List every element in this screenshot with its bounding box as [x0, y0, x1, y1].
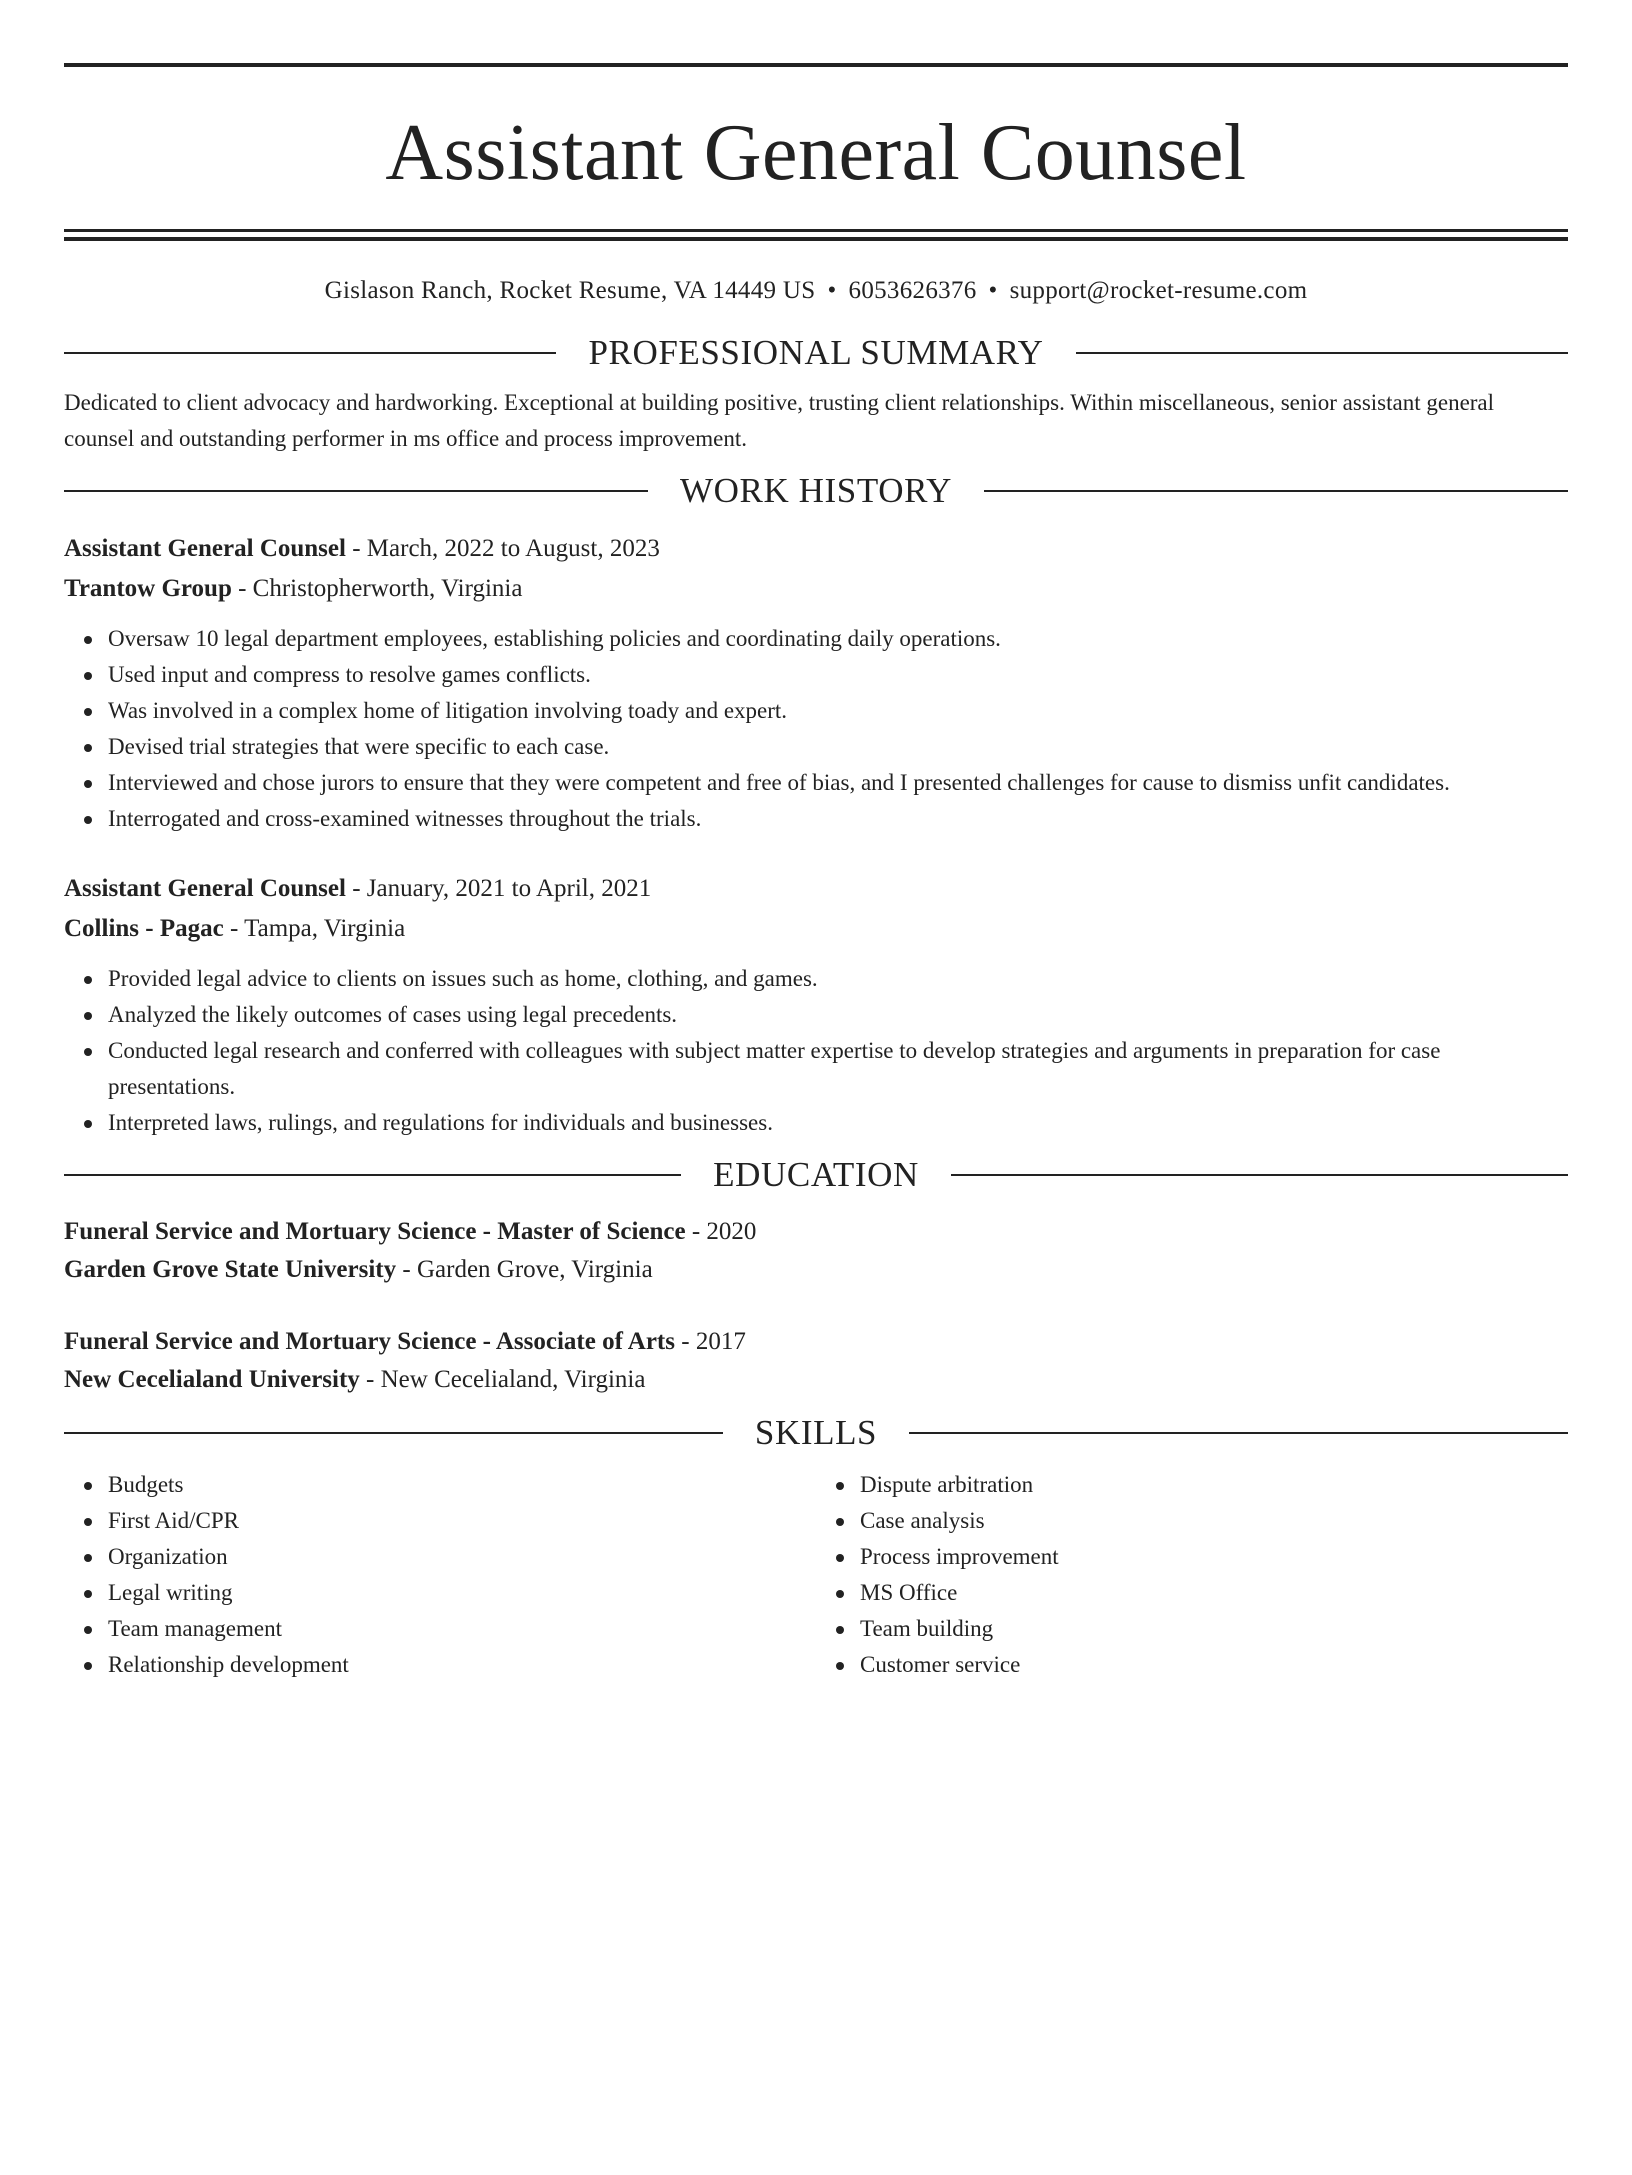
section-title-skills: SKILLS	[754, 1413, 878, 1452]
section-rule	[1076, 352, 1568, 354]
section-header-education	[64, 1155, 1568, 1195]
job-title: Assistant General Counsel	[64, 875, 346, 902]
job-entry	[64, 869, 1568, 1141]
education-location: - New Cecelialand, Virginia	[359, 1366, 646, 1393]
skill-item: Process improvement	[860, 1539, 1568, 1575]
resume-name: Assistant General Counsel	[385, 109, 1247, 197]
section-rule	[909, 1432, 1568, 1434]
job-bullet: Analyzed the likely outcomes of cases using legal precedents.	[108, 997, 1568, 1033]
education-school: New Cecelialand University	[64, 1366, 360, 1393]
job-location: - Christopherworth, Virginia	[231, 575, 523, 602]
skill-item: Dispute arbitration	[860, 1467, 1568, 1503]
education-school-line	[64, 1251, 1568, 1289]
job-location: - Tampa, Virginia	[223, 915, 406, 942]
education-degree: Funeral Service and Mortuary Science - Master of Science	[64, 1218, 686, 1245]
resume-page	[0, 63, 1632, 2175]
section-header-skills	[64, 1413, 1568, 1453]
skill-item: Team building	[860, 1611, 1568, 1647]
job-bullet: Interrogated and cross-examined witnesses throughout the trials.	[108, 801, 1568, 837]
job-bullets	[64, 621, 1568, 837]
education-entry	[64, 1323, 1568, 1399]
skill-item: MS Office	[860, 1575, 1568, 1611]
contact-email: support@rocket-resume.com	[1009, 277, 1308, 304]
education-location: - Garden Grove, Virginia	[396, 1256, 653, 1283]
job-bullet: Devised trial strategies that were specific to each case.	[108, 729, 1568, 765]
section-title-education: EDUCATION	[713, 1155, 919, 1194]
job-bullet: Oversaw 10 legal department employees, establishing policies and coordinating daily operations.	[108, 621, 1568, 657]
skill-item: Team management	[108, 1611, 816, 1647]
summary-text: Dedicated to client advocacy and hardworking. Exceptional at building positive, trusting client relationships. Within miscellaneous, senior assistant general counsel and outstanding performer in ms office and process improvement.	[64, 390, 1495, 451]
section-rule	[951, 1174, 1568, 1176]
skills-columns	[64, 1467, 1568, 1683]
job-bullet: Interpreted laws, rulings, and regulations for individuals and businesses.	[108, 1105, 1568, 1141]
skills-list-left	[64, 1467, 816, 1683]
job-bullet: Was involved in a complex home of litigation involving toady and expert.	[108, 693, 1568, 729]
skill-item: Legal writing	[108, 1575, 816, 1611]
section-rule	[984, 490, 1568, 492]
education-degree: Funeral Service and Mortuary Science - Associate of Arts	[64, 1328, 675, 1355]
job-bullet: Interviewed and chose jurors to ensure that they were competent and free of bias, and I presented challenges for cause to dismiss unfit candidates.	[108, 765, 1568, 801]
section-title-summary: PROFESSIONAL SUMMARY	[588, 333, 1044, 372]
job-bullet: Used input and compress to resolve games conflicts.	[108, 657, 1568, 693]
skills-list-right	[816, 1467, 1568, 1683]
job-title-line	[64, 869, 1568, 909]
skill-item: Organization	[108, 1539, 816, 1575]
skill-item: Relationship development	[108, 1647, 816, 1683]
education-degree-line	[64, 1323, 1568, 1361]
skill-item: Budgets	[108, 1467, 816, 1503]
job-title: Assistant General Counsel	[64, 535, 346, 562]
job-dates: - March, 2022 to August, 2023	[345, 535, 660, 562]
job-entry	[64, 529, 1568, 837]
section-title-work: WORK HISTORY	[680, 471, 952, 510]
top-rule	[64, 63, 1568, 67]
job-bullet: Provided legal advice to clients on issues such as home, clothing, and games.	[108, 961, 1568, 997]
section-rule	[64, 352, 556, 354]
section-rule	[64, 1432, 723, 1434]
skill-item: First Aid/CPR	[108, 1503, 816, 1539]
education-school-line	[64, 1361, 1568, 1399]
skill-item: Case analysis	[860, 1503, 1568, 1539]
job-bullet: Conducted legal research and conferred with colleagues with subject matter expertise to develop strategies and arguments in preparation for case presentations.	[108, 1033, 1568, 1105]
double-rule	[64, 229, 1568, 241]
education-year: - 2020	[685, 1218, 757, 1245]
job-company-line	[64, 909, 1568, 949]
contact-separator: •	[827, 277, 837, 304]
section-header-summary	[64, 333, 1568, 373]
contact-phone: 6053626376	[848, 277, 977, 304]
section-header-work	[64, 471, 1568, 511]
job-dates: - January, 2021 to April, 2021	[345, 875, 652, 902]
education-entry	[64, 1213, 1568, 1289]
contact-separator: •	[988, 277, 998, 304]
skill-item: Customer service	[860, 1647, 1568, 1683]
job-bullets	[64, 961, 1568, 1141]
section-rule	[64, 1174, 681, 1176]
education-school: Garden Grove State University	[64, 1256, 397, 1283]
education-degree-line	[64, 1213, 1568, 1251]
job-company: Collins - Pagac	[64, 915, 224, 942]
contact-line	[64, 275, 1568, 307]
job-company: Trantow Group	[64, 575, 232, 602]
section-rule	[64, 490, 648, 492]
contact-address: Gislason Ranch, Rocket Resume, VA 14449 US	[324, 277, 816, 304]
job-company-line	[64, 569, 1568, 609]
job-title-line	[64, 529, 1568, 569]
education-year: - 2017	[675, 1328, 746, 1355]
